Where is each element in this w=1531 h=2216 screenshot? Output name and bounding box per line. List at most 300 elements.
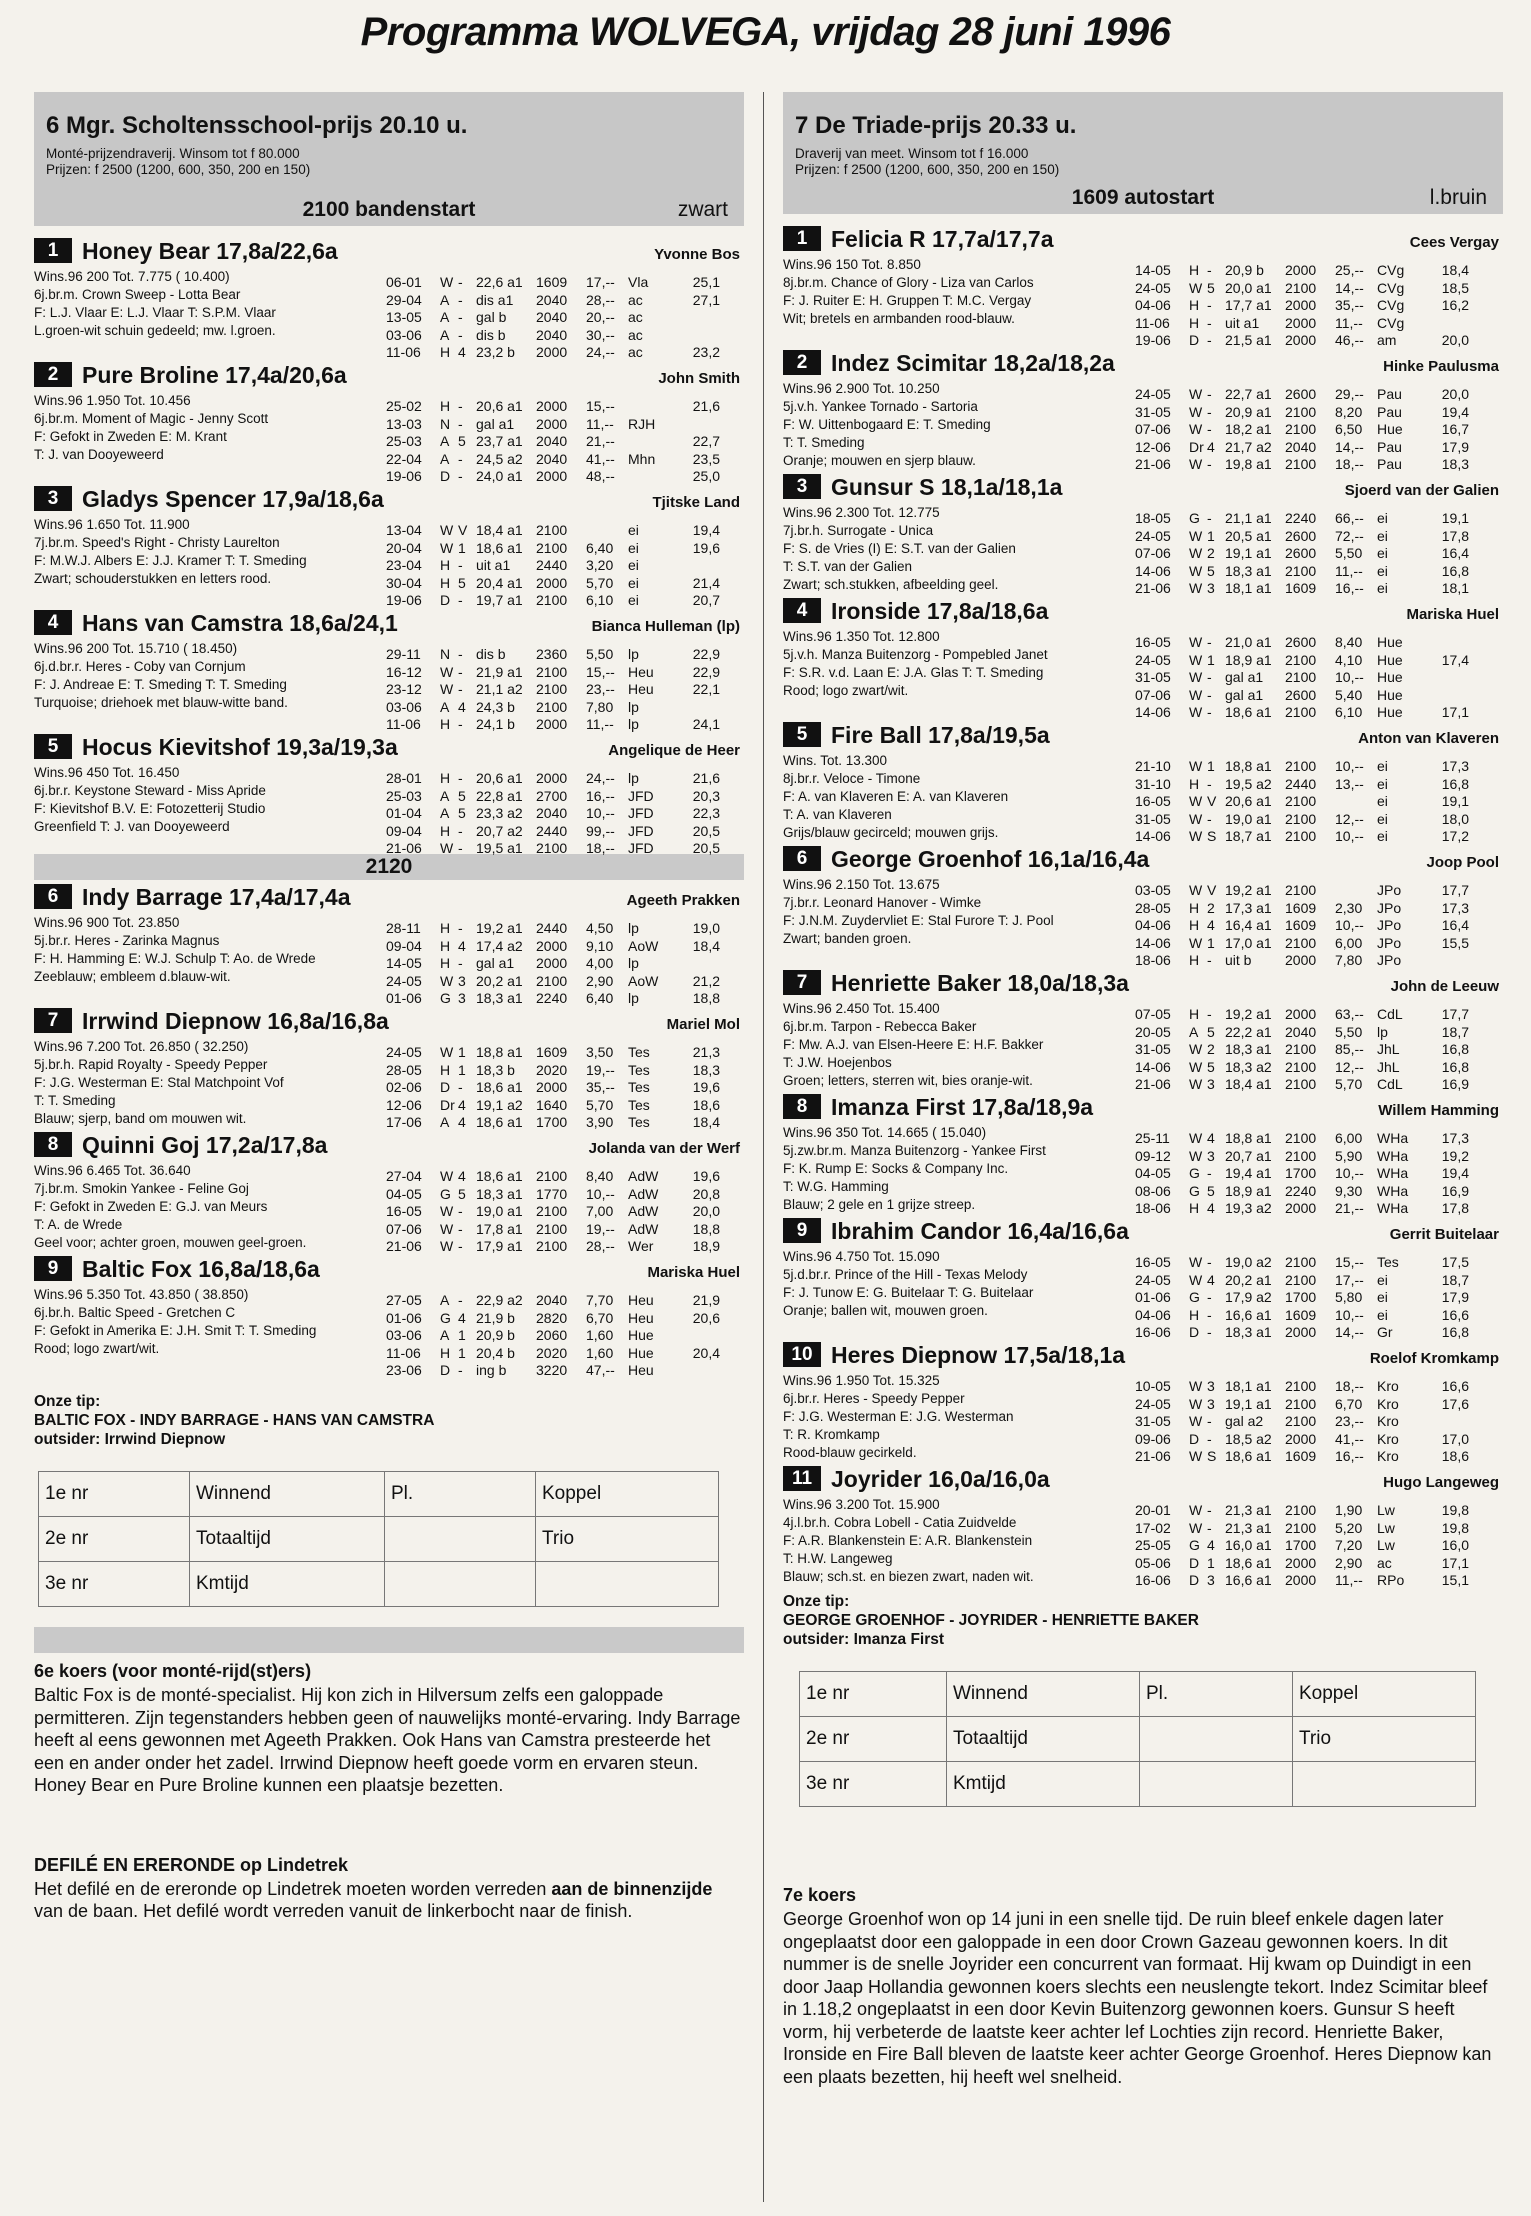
- run-cell: 1: [1207, 758, 1215, 774]
- run-cell: 01-06: [386, 990, 422, 1007]
- horse-name: Baltic Fox 16,8a/18,6a: [82, 1256, 320, 1282]
- run-row: [386, 805, 742, 823]
- horse-name: Hans van Camstra 18,6a/24,1: [82, 610, 398, 636]
- run-cell: W: [1189, 651, 1203, 668]
- run-cell: 16,9: [1441, 1182, 1469, 1199]
- horse-header: [34, 238, 744, 266]
- horse-info-line: F: A.R. Blankenstein E: A.R. Blankenstein: [783, 1533, 1033, 1548]
- run-cell: 25-03: [386, 787, 422, 804]
- horse-info-line: 6j.d.br.r. Heres - Coby van Cornjum: [34, 659, 246, 674]
- run-cell: -: [1207, 1165, 1212, 1182]
- run-cell: 16,8: [1441, 1324, 1469, 1341]
- run-cell: 5: [458, 433, 466, 450]
- horse-info-line: Blauw; sjerp, band om mouwen wit.: [34, 1111, 247, 1126]
- run-cell: 3: [1207, 1395, 1215, 1412]
- run-cell: 20,4 b: [476, 1344, 515, 1361]
- run-row: [386, 770, 742, 788]
- start-number: 2: [783, 350, 821, 375]
- run-cell: 19,4 a1: [1225, 1165, 1272, 1182]
- run-cell: 6,00: [1335, 1130, 1363, 1146]
- run-cell: 19,0: [692, 920, 720, 936]
- run-cell: 07-06: [1135, 545, 1171, 562]
- run-cell: -: [1207, 1519, 1212, 1536]
- run-cell: 23,5: [692, 450, 720, 467]
- run-cell: W: [440, 1044, 454, 1060]
- run-cell: 3: [1207, 1378, 1215, 1394]
- run-cell: 16,0: [1441, 1537, 1469, 1554]
- run-cell: 17,3: [1441, 1130, 1469, 1146]
- run-cell: H: [440, 937, 451, 954]
- run-cell: 4: [458, 937, 466, 954]
- run-cell: W: [440, 1220, 454, 1237]
- run-cell: 24,1 b: [476, 716, 515, 733]
- run-cell: 2,90: [1335, 1554, 1363, 1571]
- run-cell: 85,--: [1335, 1041, 1364, 1058]
- run-cell: 6,40: [586, 990, 614, 1007]
- run-cell: 31-10: [1135, 775, 1171, 792]
- run-cell: 2100: [1285, 934, 1317, 951]
- run-cell: -: [458, 840, 463, 857]
- run-cell: 03-05: [1135, 882, 1171, 898]
- run-cell: 14-05: [386, 955, 422, 972]
- run-cell: Kro: [1377, 1448, 1399, 1465]
- run-row: [1135, 315, 1501, 333]
- run-cell: 19,5 a2: [1225, 775, 1272, 792]
- result-cell: Winnend: [190, 1472, 385, 1517]
- run-cell: -: [1207, 403, 1212, 420]
- run-row: [1135, 952, 1501, 970]
- run-row: [386, 1310, 742, 1328]
- run-cell: 24,--: [586, 344, 615, 361]
- run-row: [386, 1292, 742, 1310]
- start-number: 5: [783, 722, 821, 747]
- run-cell: -: [1207, 510, 1212, 526]
- run-cell: lp: [628, 920, 639, 936]
- run-cell: 2,90: [586, 972, 614, 989]
- run-cell: 24,3 b: [476, 698, 515, 715]
- horse-header: [34, 362, 744, 390]
- run-cell: 11,--: [586, 716, 614, 733]
- run-cell: 21,3: [692, 1044, 720, 1060]
- run-cell: lp: [628, 716, 639, 733]
- run-cell: W: [1189, 810, 1203, 827]
- run-cell: 41,--: [1335, 1430, 1364, 1447]
- run-cell: G: [1189, 1537, 1200, 1554]
- run-cell: 2000: [536, 937, 568, 954]
- run-cell: 1609: [536, 1044, 568, 1060]
- run-row: [386, 823, 742, 841]
- run-cell: 1609: [1285, 580, 1317, 597]
- recent-runs: [386, 1044, 742, 1132]
- race-review: [34, 1627, 744, 1797]
- run-row: [386, 788, 742, 806]
- horse-entry: [34, 1132, 744, 1255]
- run-cell: 47,--: [586, 1362, 615, 1379]
- run-cell: 18,3 a1: [476, 1185, 523, 1202]
- driver-name: Hugo Langeweg: [1383, 1474, 1499, 1491]
- run-cell: 28,--: [586, 1238, 615, 1255]
- run-row: [1135, 563, 1501, 581]
- run-cell: A: [440, 309, 450, 326]
- horse-info-line: Wins.96 1.650 Tot. 11.900: [34, 517, 190, 532]
- run-cell: 8,20: [1335, 403, 1363, 420]
- run-cell: W: [1189, 1502, 1203, 1518]
- run-cell: Kro: [1377, 1378, 1399, 1394]
- run-cell: H: [1189, 314, 1200, 331]
- horse-entry: [34, 610, 744, 733]
- result-table: [799, 1671, 1476, 1807]
- horse-header: [783, 350, 1503, 378]
- run-cell: JhL: [1377, 1058, 1400, 1075]
- run-cell: 2040: [536, 291, 568, 308]
- run-cell: Pau: [1377, 438, 1402, 455]
- result-cell: Koppel: [536, 1472, 719, 1517]
- run-cell: Tes: [628, 1079, 650, 1096]
- tip-outsider: outsider: Irrwind Diepnow: [34, 1431, 226, 1448]
- run-cell: 20,0: [692, 1203, 720, 1220]
- run-cell: G: [440, 1309, 451, 1326]
- run-cell: ac: [628, 344, 643, 361]
- run-cell: 2060: [536, 1327, 568, 1344]
- run-cell: -: [458, 663, 463, 680]
- run-cell: 20,6 a1: [476, 770, 523, 786]
- race-prizes-line: Prijzen: f 2500 (1200, 600, 350, 200 en 150): [46, 162, 311, 177]
- run-cell: 20-05: [1135, 1023, 1171, 1040]
- run-cell: 18,1 a1: [1225, 580, 1272, 597]
- run-cell: 19,7 a1: [476, 592, 523, 609]
- run-cell: 2100: [1285, 1041, 1317, 1058]
- start-number: 8: [34, 1132, 72, 1157]
- run-cell: 09-12: [1135, 1147, 1171, 1164]
- driver-name: Joop Pool: [1426, 854, 1499, 871]
- horse-list: [34, 884, 744, 1379]
- run-cell: 24-05: [1135, 279, 1171, 296]
- run-cell: W: [440, 681, 454, 698]
- run-cell: ei: [1377, 810, 1388, 827]
- run-cell: 2100: [536, 663, 568, 680]
- horse-info: [783, 1372, 1133, 1462]
- run-cell: 6,70: [1335, 1395, 1363, 1412]
- horse-name: Joyrider 16,0a/16,0a: [831, 1466, 1050, 1492]
- horse-info-line: F: J. Ruiter E: H. Gruppen T: M.C. Vergay: [783, 293, 1032, 308]
- run-cell: 3: [1207, 580, 1215, 597]
- horse-entry: [34, 1256, 744, 1379]
- start-number: 6: [34, 884, 72, 909]
- run-cell: 16,4 a1: [1225, 917, 1272, 934]
- run-cell: -: [458, 1220, 463, 1237]
- run-cell: 2040: [1285, 1023, 1317, 1040]
- run-cell: 2000: [1285, 1554, 1317, 1571]
- run-row: [1135, 280, 1501, 298]
- run-cell: 18,6 a1: [476, 1168, 523, 1184]
- run-cell: A: [440, 698, 450, 715]
- horse-info-line: Groen; letters, sterren wit, bies oranje-wit.: [783, 1073, 1033, 1088]
- run-cell: 19,0 a1: [1225, 810, 1272, 827]
- right-column: [783, 92, 1503, 2088]
- run-cell: 2040: [1285, 438, 1317, 455]
- run-cell: 19,1 a1: [1225, 545, 1272, 562]
- run-cell: 17-06: [386, 1114, 422, 1131]
- run-cell: W: [1189, 1058, 1203, 1075]
- horse-info-line: Blauw; sch.st. en biezen zwart, naden wit.: [783, 1569, 1034, 1584]
- run-cell: 19,1: [1441, 510, 1469, 526]
- run-cell: -: [1207, 686, 1212, 703]
- run-cell: 10,--: [1335, 669, 1364, 686]
- horse-header: [783, 1094, 1503, 1122]
- run-cell: 19,--: [586, 1061, 615, 1078]
- run-cell: 2040: [536, 309, 568, 326]
- run-cell: 10-05: [1135, 1378, 1171, 1394]
- horse-entry: [783, 1466, 1503, 1589]
- run-cell: 18,7: [1441, 1271, 1469, 1288]
- run-cell: 19,1 a1: [1225, 1395, 1272, 1412]
- run-cell: 7,80: [1335, 952, 1363, 969]
- horse-info-line: Oranje; ballen wit, mouwen groen.: [783, 1303, 988, 1318]
- run-cell: 22,9: [692, 663, 720, 680]
- run-cell: 03-06: [386, 698, 422, 715]
- run-cell: -: [1207, 297, 1212, 314]
- run-cell: WHa: [1377, 1147, 1409, 1164]
- run-cell: [628, 468, 680, 486]
- run-cell: ei: [628, 574, 639, 591]
- run-cell: W: [1189, 934, 1203, 951]
- run-cell: WHa: [1377, 1130, 1409, 1146]
- run-row: [1135, 1396, 1501, 1414]
- horse-name: Fire Ball 17,8a/19,5a: [831, 722, 1050, 748]
- run-row: [1135, 510, 1501, 528]
- run-cell: 2100: [1285, 562, 1317, 579]
- run-row: [1135, 386, 1501, 404]
- run-cell: W: [1189, 1519, 1203, 1536]
- run-cell: gal a1: [1225, 669, 1264, 686]
- run-cell: 15,--: [1335, 1254, 1364, 1270]
- run-cell: W: [1189, 386, 1203, 402]
- run-cell: [680, 699, 720, 717]
- run-cell: 18,8 a1: [1225, 1130, 1272, 1146]
- run-cell: 66,--: [1335, 510, 1364, 526]
- run-cell: 1609: [1285, 1448, 1317, 1465]
- horse-info-line: T: J. van Dooyeweerd: [34, 447, 164, 462]
- run-cell: 6,70: [586, 1309, 614, 1326]
- run-cell: 4: [1207, 1200, 1215, 1217]
- horse-info-line: T: T. Smeding: [34, 1093, 116, 1108]
- run-cell: 20,5: [692, 822, 720, 839]
- run-cell: A: [440, 1114, 450, 1131]
- run-cell: ac: [628, 291, 643, 308]
- run-cell: -: [458, 1203, 463, 1220]
- run-cell: 18,4: [1441, 262, 1469, 278]
- run-cell: 18,5: [1441, 279, 1469, 296]
- run-cell: 20-01: [1135, 1502, 1171, 1518]
- run-cell: -: [458, 920, 463, 936]
- run-cell: W: [1189, 1041, 1203, 1058]
- run-cell: 20,4: [692, 1344, 720, 1361]
- run-cell: 2000: [536, 1079, 568, 1096]
- run-cell: 21,1 a1: [1225, 510, 1272, 526]
- run-cell: JPo: [1377, 934, 1402, 951]
- run-cell: A: [440, 787, 450, 804]
- recent-runs: [386, 1292, 742, 1380]
- run-cell: 14-06: [1135, 1058, 1171, 1075]
- run-cell: 2100: [536, 539, 568, 556]
- run-cell: 2100: [1285, 456, 1317, 473]
- run-cell: 18-05: [1135, 510, 1171, 526]
- run-cell: 5: [1207, 1182, 1215, 1199]
- run-cell: 1: [458, 1344, 466, 1361]
- run-cell: 15,--: [586, 663, 615, 680]
- run-cell: 2000: [536, 398, 568, 414]
- run-cell: 19,6: [692, 1168, 720, 1184]
- run-cell: 20,9 b: [1225, 262, 1264, 278]
- run-row: [386, 557, 742, 575]
- run-cell: 17,6: [1441, 1395, 1469, 1412]
- run-row: [1135, 456, 1501, 474]
- horse-info-line: Grijs/blauw gecirceld; mouwen grijs.: [783, 825, 999, 840]
- run-cell: 29,--: [1335, 386, 1364, 402]
- horse-info-line: 7j.br.m. Smokin Yankee - Feline Goj: [34, 1181, 249, 1196]
- horse-name: Heres Diepnow 17,5a/18,1a: [831, 1342, 1126, 1368]
- horse-header: [34, 884, 744, 912]
- run-cell: 20,5: [692, 840, 720, 857]
- horse-name: Gunsur S 18,1a/18,1a: [831, 474, 1063, 500]
- run-cell: 19,8: [1441, 1502, 1469, 1518]
- run-cell: ei: [1377, 793, 1388, 810]
- run-cell: 15,--: [586, 398, 615, 414]
- horse-info-line: 6j.br.r. Heres - Speedy Pepper: [783, 1391, 965, 1406]
- run-cell: 14,--: [1335, 279, 1364, 296]
- horse-header: [783, 722, 1503, 750]
- run-cell: gal a1: [1225, 686, 1264, 703]
- run-cell: JhL: [1377, 1041, 1400, 1058]
- horse-name: George Groenhof 16,1a/16,4a: [831, 846, 1150, 872]
- run-cell: 2040: [536, 805, 568, 822]
- horse-info-line: Blauw; 2 gele en 1 grijze streep.: [783, 1197, 976, 1212]
- race-distance: 1609 autostart: [1071, 186, 1215, 209]
- run-row: [386, 292, 742, 310]
- run-row: [1135, 1324, 1501, 1342]
- horse-info-line: Wins.96 5.350 Tot. 43.850 ( 38.850): [34, 1287, 249, 1302]
- run-cell: 20,0: [1441, 386, 1469, 402]
- run-row: [386, 1186, 742, 1204]
- run-cell: W: [1189, 421, 1203, 438]
- run-cell: 2040: [536, 326, 568, 343]
- recent-runs: [1135, 262, 1501, 350]
- driver-name: John de Leeuw: [1390, 978, 1499, 995]
- driver-name: Angelique de Heer: [608, 742, 740, 759]
- run-cell: Lw: [1377, 1519, 1395, 1536]
- run-row: [386, 1362, 742, 1380]
- recent-runs: [1135, 1254, 1501, 1342]
- horse-info-line: T: R. Kromkamp: [783, 1427, 880, 1442]
- run-cell: 07-06: [386, 1220, 422, 1237]
- run-cell: [1429, 687, 1469, 705]
- run-cell: 23,--: [1335, 1413, 1364, 1430]
- horse-name: Ironside 17,8a/18,6a: [831, 598, 1049, 624]
- run-cell: 17,2: [1441, 828, 1469, 845]
- run-cell: W: [440, 840, 454, 857]
- run-cell: 19,4: [1441, 403, 1469, 420]
- horse-info-line: Wins.96 200 Tot. 7.775 ( 10.400): [34, 269, 230, 284]
- run-cell: W: [1189, 279, 1203, 296]
- run-cell: 22,3: [692, 805, 720, 822]
- horse-info-line: 6j.br.r. Keystone Steward - Miss Apride: [34, 783, 266, 798]
- run-cell: 14,--: [1335, 1324, 1364, 1341]
- run-cell: G: [1189, 1289, 1200, 1306]
- horse-entry: [783, 1342, 1503, 1465]
- horse-info-line: Wins.96 2.150 Tot. 13.675: [783, 877, 940, 892]
- run-row: [1135, 1041, 1501, 1059]
- run-cell: 2020: [536, 1061, 568, 1078]
- horse-header: [783, 970, 1503, 998]
- run-cell: -: [458, 1238, 463, 1255]
- run-cell: am: [1377, 332, 1397, 349]
- race-conditions-line: Draverij van meet. Winsom tot f 16.000: [795, 146, 1029, 161]
- horse-name: Ibrahim Candor 16,4a/16,6a: [831, 1218, 1129, 1244]
- run-cell: 72,--: [1335, 527, 1364, 544]
- start-number: 1: [783, 226, 821, 251]
- recent-runs: [1135, 1006, 1501, 1094]
- horse-header: [783, 846, 1503, 874]
- horse-info-line: 6j.br.m. Moment of Magic - Jenny Scott: [34, 411, 269, 426]
- run-cell: G: [440, 990, 451, 1007]
- run-cell: 20,9 a1: [1225, 403, 1272, 420]
- run-cell: Hue: [1377, 651, 1403, 668]
- run-cell: 3: [458, 972, 466, 989]
- run-cell: 2040: [536, 433, 568, 450]
- run-cell: 21,9: [692, 1292, 720, 1308]
- run-cell: 22,9: [692, 646, 720, 662]
- run-cell: 1700: [1285, 1165, 1317, 1182]
- run-cell: Lw: [1377, 1502, 1395, 1518]
- horse-name: Indez Scimitar 18,2a/18,2a: [831, 350, 1115, 376]
- horse-info-line: Wins.96 3.200 Tot. 15.900: [783, 1497, 940, 1512]
- run-cell: D: [440, 592, 451, 609]
- horse-info-line: Wins.96 6.465 Tot. 36.640: [34, 1163, 191, 1178]
- run-cell: AoW: [628, 937, 659, 954]
- run-cell: 16,6: [1441, 1378, 1469, 1394]
- result-cell: Koppel: [1293, 1672, 1476, 1717]
- run-cell: 2000: [536, 716, 568, 733]
- run-cell: [680, 309, 720, 327]
- race-review: [783, 1885, 1503, 2088]
- run-cell: 16,9: [1441, 1076, 1469, 1093]
- run-cell: 21-06: [1135, 1076, 1171, 1093]
- driver-name: Anton van Klaveren: [1358, 730, 1499, 747]
- run-row: [386, 327, 742, 345]
- run-row: [1135, 704, 1501, 722]
- run-cell: 2100: [1285, 279, 1317, 296]
- run-cell: 2100: [1285, 704, 1317, 721]
- run-cell: 24-05: [1135, 1395, 1171, 1412]
- run-cell: Hue: [628, 1344, 654, 1361]
- run-cell: Vla: [628, 274, 649, 290]
- run-cell: 21,4: [692, 574, 720, 591]
- defile-text-start: Het defilé en de ereronde op Lindetrek moeten worden verreden: [34, 1878, 552, 1899]
- race-conditions: [46, 146, 734, 178]
- run-cell: 19,6: [692, 1079, 720, 1096]
- recent-runs: [386, 1168, 742, 1256]
- run-cell: 5: [458, 805, 466, 822]
- run-cell: 21,7 a2: [1225, 438, 1272, 455]
- run-cell: W: [1189, 828, 1203, 845]
- run-cell: W: [1189, 1254, 1203, 1270]
- defile-notice: [34, 1855, 744, 1923]
- horse-entry: [783, 1218, 1503, 1341]
- horse-info-line: T: S.T. van der Galien: [783, 559, 913, 574]
- run-cell: 19,2: [1441, 1147, 1469, 1164]
- horse-info-line: F: S.R. v.d. Laan E: J.A. Glas T: T. Smeding: [783, 665, 1044, 680]
- race-header: [783, 92, 1503, 214]
